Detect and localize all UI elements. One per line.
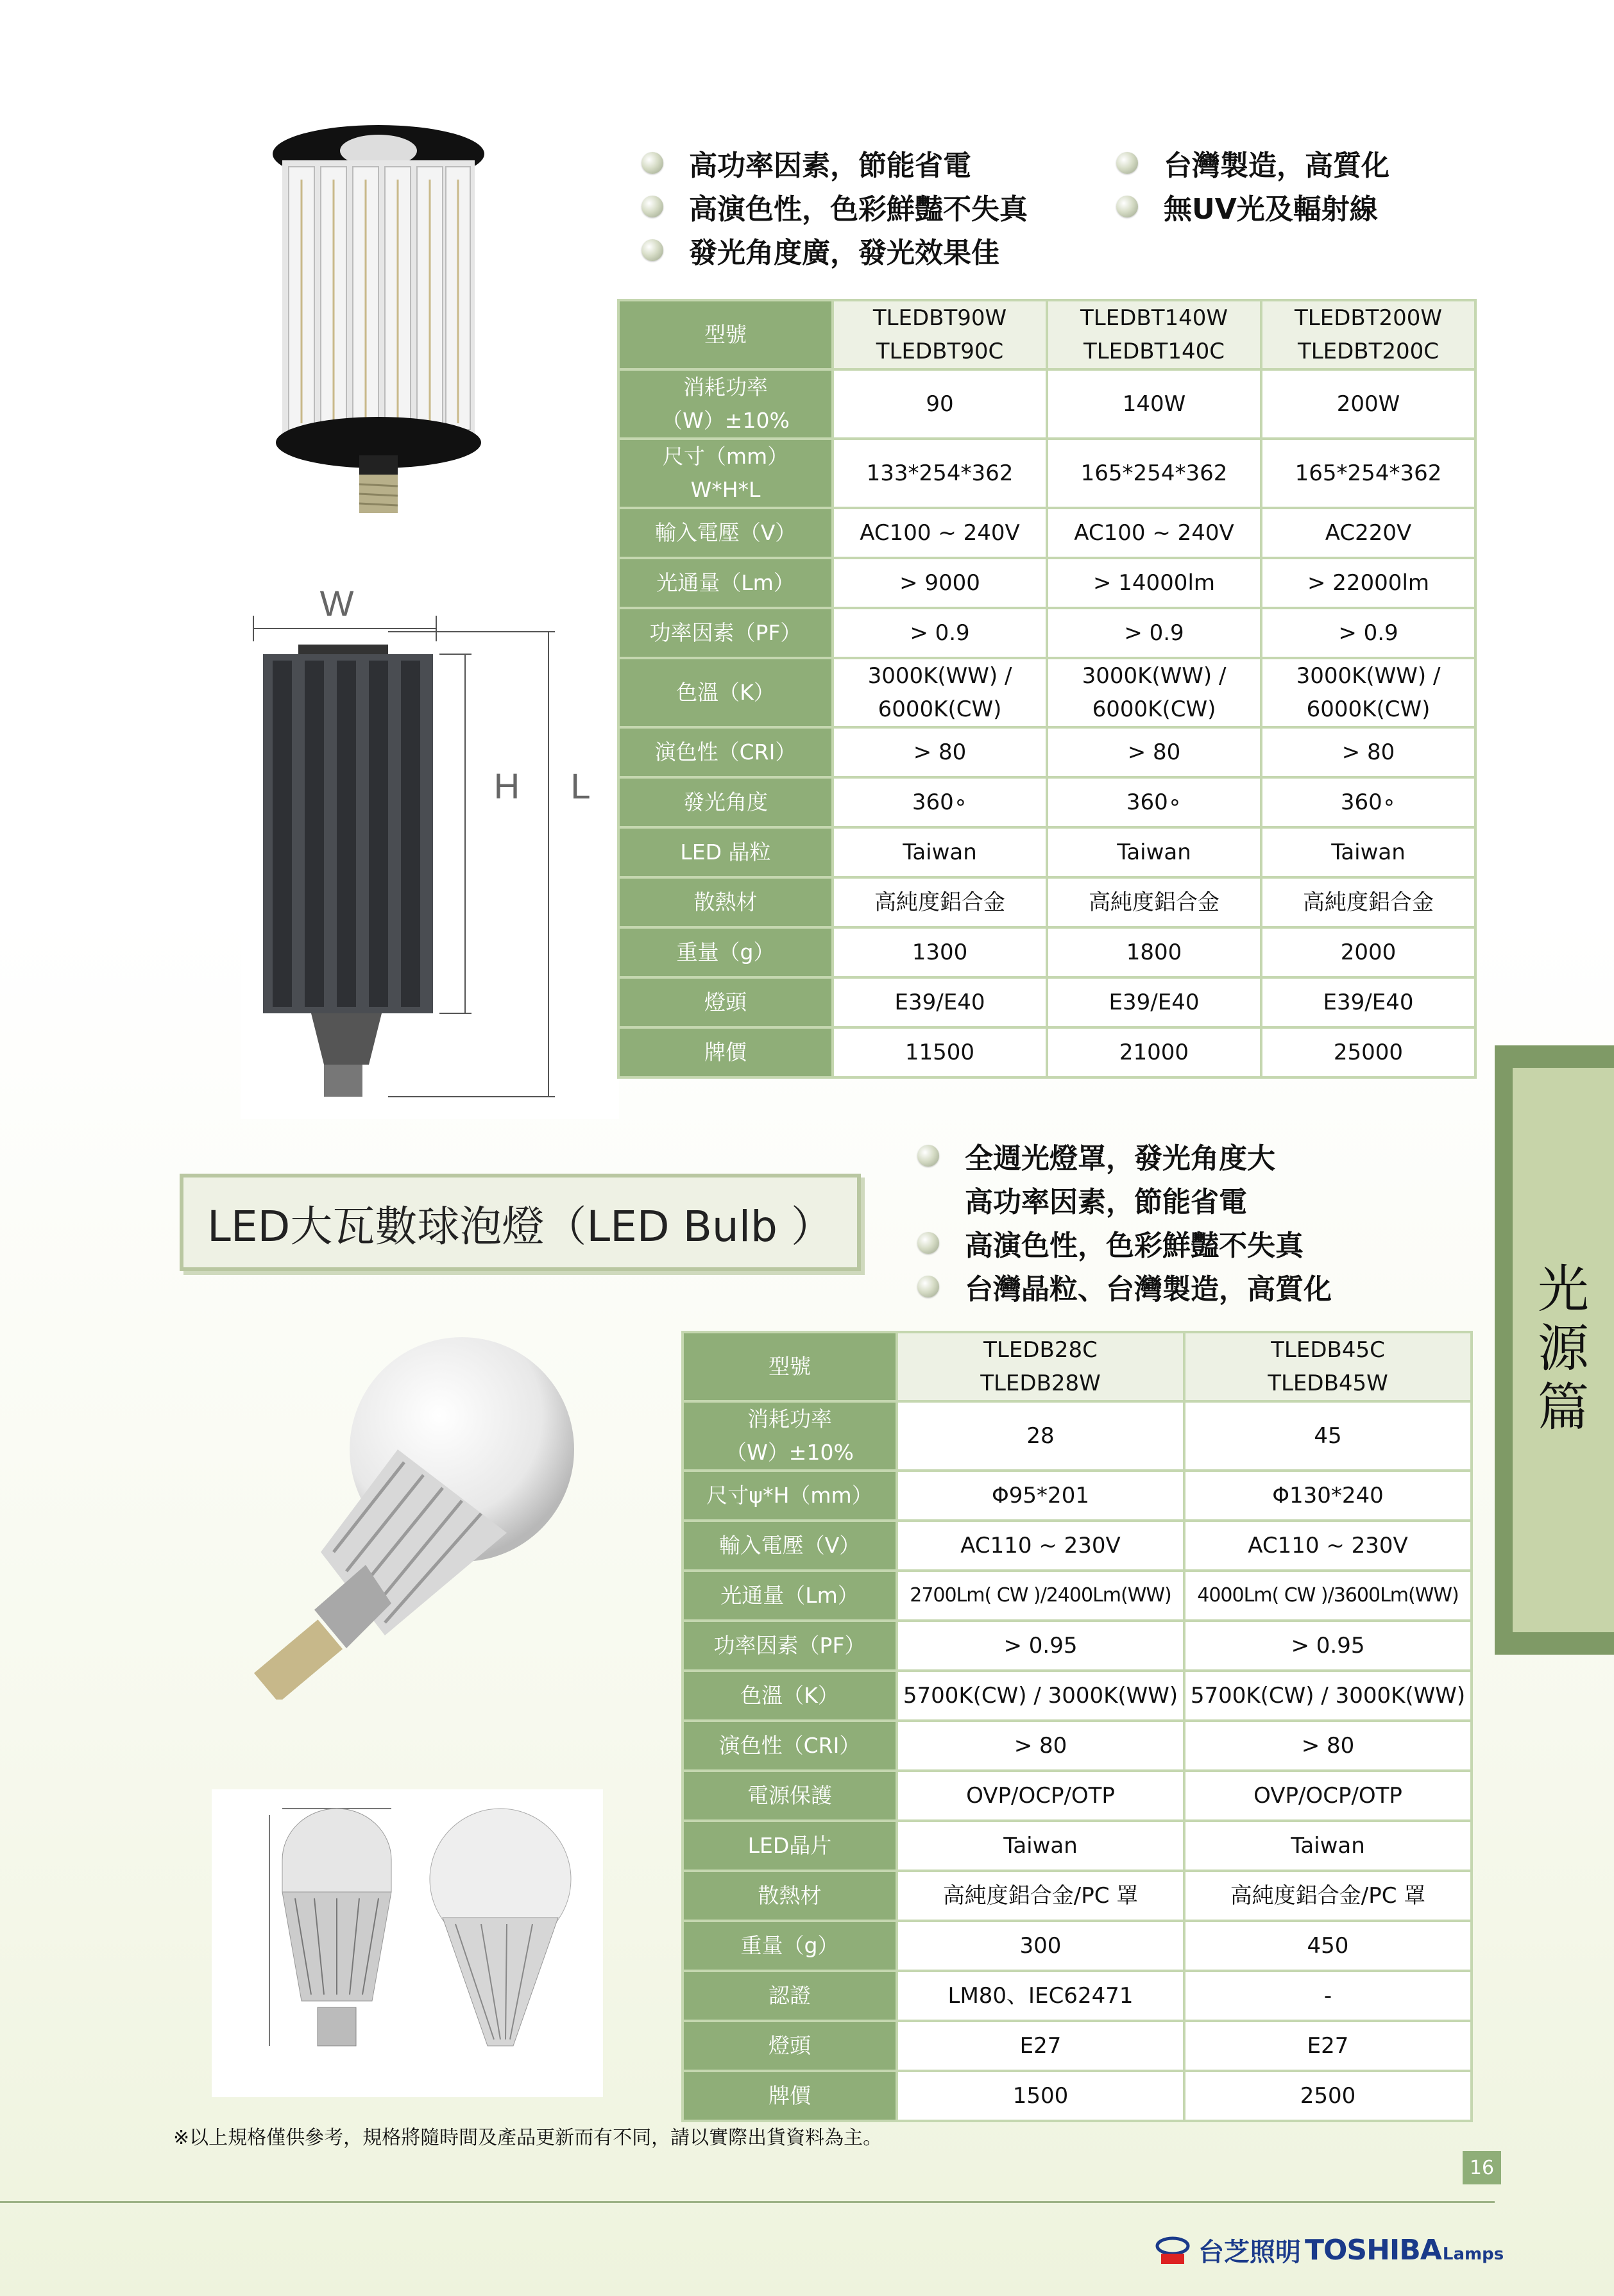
row-label-line: （W）±10% [661, 408, 790, 433]
table-cell: AC220V [1261, 508, 1475, 558]
table-cell: > 0.9 [1047, 608, 1261, 658]
table-row [618, 369, 1475, 439]
table-cell: > 0.9 [1261, 608, 1475, 658]
table-cell [1261, 658, 1475, 727]
bulb-dimension-diagram [212, 1789, 603, 2097]
table-cell: OVP/OCP/OTP [897, 1771, 1184, 1821]
table-cell: > 9000 [833, 558, 1047, 608]
table-cell: > 0.95 [1184, 1621, 1472, 1671]
table-row [683, 1721, 1472, 1771]
bulb-spec-table [681, 1331, 1473, 2122]
table-cell [1261, 300, 1475, 369]
side-tab-label: 光源篇 [1538, 1260, 1589, 1437]
row-label: 散熱材 [618, 877, 833, 927]
footnote: ※以上規格僅供參考，規格將隨時間及產品更新而有不同，請以實際出貨資料為主。 [173, 2127, 883, 2149]
row-label: 光通量（Lm） [683, 1571, 897, 1621]
table-row [618, 558, 1475, 608]
table-cell: > 0.9 [833, 608, 1047, 658]
row-label: 電源保護 [683, 1771, 897, 1821]
table-cell: 450 [1184, 1921, 1472, 1971]
table-cell: 4000Lm( CW )/3600Lm(WW) [1184, 1571, 1472, 1621]
brand-suffix: Lamps [1442, 2244, 1504, 2264]
table-cell-line: 3000K(WW) / [867, 663, 1012, 689]
corn-feature-4: 台灣製造，高質化 [1116, 142, 1389, 183]
row-label-line: 尺寸（mm） [662, 444, 789, 469]
corn-lamp-dimension-diagram [241, 577, 619, 1119]
table-cell: Φ130*240 [1184, 1471, 1472, 1521]
row-label: 演色性（CRI） [618, 727, 833, 777]
bullet-dot-icon [1116, 196, 1138, 217]
row-label: 牌價 [618, 1027, 833, 1077]
table-cell [1047, 300, 1261, 369]
table-row [683, 1401, 1472, 1471]
table-cell-line: 6000K(CW) [1092, 696, 1216, 722]
table-cell: 1500 [897, 2071, 1184, 2121]
corn-feature-3: 發光角度廣，發光效果佳 [641, 230, 999, 271]
table-row [683, 1621, 1472, 1671]
table-cell: 1800 [1047, 927, 1261, 977]
table-cell: 11500 [833, 1027, 1047, 1077]
table-cell: 140W [1047, 369, 1261, 439]
bullet-dot-icon [641, 239, 663, 261]
row-label: 重量（g） [683, 1921, 897, 1971]
table-cell-line: 6000K(CW) [1306, 696, 1431, 722]
table-row [618, 608, 1475, 658]
table-cell: E27 [897, 2021, 1184, 2071]
table-row [618, 1027, 1475, 1077]
bullet-dot-icon [641, 152, 663, 174]
table-cell-line: TLEDB28W [980, 1371, 1101, 1396]
row-label-line: 消耗功率 [683, 375, 768, 400]
corn-feature-1: 高功率因素，節能省電 [641, 142, 971, 183]
table-cell-line: TLEDBT200W [1295, 305, 1442, 331]
bullet-dot-icon [1116, 152, 1138, 174]
bullet-dot-icon [917, 1276, 939, 1297]
table-row [618, 508, 1475, 558]
table-cell [1047, 658, 1261, 727]
table-cell: 165*254*362 [1261, 439, 1475, 508]
table-cell: 高純度鋁合金/PC 罩 [1184, 1871, 1472, 1921]
table-cell: AC100 ~ 240V [1047, 508, 1261, 558]
table-cell: 200W [1261, 369, 1475, 439]
table-cell: E39/E40 [1047, 977, 1261, 1027]
table-cell [833, 300, 1047, 369]
table-cell: Taiwan [833, 827, 1047, 877]
row-label: 燈頭 [683, 2021, 897, 2071]
table-cell: > 14000lm [1047, 558, 1261, 608]
table-row [683, 2021, 1472, 2071]
table-cell: OVP/OCP/OTP [1184, 1771, 1472, 1821]
table-cell: AC110 ~ 230V [1184, 1521, 1472, 1571]
table-row [683, 1521, 1472, 1571]
table-cell: AC100 ~ 240V [833, 508, 1047, 558]
brand-name-cn: 台芝照明 [1198, 2238, 1301, 2267]
table-cell: 5700K(CW) / 3000K(WW) [1184, 1671, 1472, 1721]
table-cell: 28 [897, 1401, 1184, 1471]
table-cell: > 80 [833, 727, 1047, 777]
table-row [683, 1771, 1472, 1821]
corn-spec-table [617, 299, 1477, 1079]
table-row [618, 658, 1475, 727]
table-cell: 2700Lm( CW )/2400Lm(WW) [897, 1571, 1184, 1621]
row-label [618, 369, 833, 439]
table-cell: 133*254*362 [833, 439, 1047, 508]
row-label: 重量（g） [618, 927, 833, 977]
table-row [618, 439, 1475, 508]
table-cell: 高純度鋁合金 [1261, 877, 1475, 927]
table-cell: 360∘ [833, 777, 1047, 827]
table-cell-line: TLEDBT90W [872, 305, 1007, 331]
table-row [683, 1971, 1472, 2021]
table-row [618, 877, 1475, 927]
table-cell-line: TLEDBT140C [1083, 339, 1225, 364]
table-cell: > 0.95 [897, 1621, 1184, 1671]
bulb-feature-1: 全週光燈罩，發光角度大 [917, 1135, 1275, 1176]
brand-mark-icon [1155, 2234, 1191, 2266]
row-label: 光通量（Lm） [618, 558, 833, 608]
table-cell: AC110 ~ 230V [897, 1521, 1184, 1571]
table-cell-line: TLEDBT90C [876, 339, 1004, 364]
row-label: 燈頭 [618, 977, 833, 1027]
table-cell-line: TLEDB45C [1271, 1337, 1385, 1363]
table-cell: 300 [897, 1921, 1184, 1971]
table-cell-line: 6000K(CW) [878, 696, 1002, 722]
table-row [683, 1921, 1472, 1971]
table-cell: 21000 [1047, 1027, 1261, 1077]
dimension-label-w: W [319, 583, 354, 623]
row-label: LED 晶粒 [618, 827, 833, 877]
table-cell: 90 [833, 369, 1047, 439]
table-row [683, 1871, 1472, 1921]
table-cell: 高純度鋁合金/PC 罩 [897, 1871, 1184, 1921]
table-cell: 165*254*362 [1047, 439, 1261, 508]
row-label: 功率因素（PF） [683, 1621, 897, 1671]
row-label: 型號 [683, 1332, 897, 1401]
row-label [683, 1401, 897, 1471]
table-cell: LM80、IEC62471 [897, 1971, 1184, 2021]
table-cell: - [1184, 1971, 1472, 2021]
table-row [618, 727, 1475, 777]
bulb-photo [237, 1321, 597, 1700]
table-cell: Taiwan [1261, 827, 1475, 877]
table-cell-line: 3000K(WW) / [1082, 663, 1227, 689]
table-row [683, 1471, 1472, 1521]
table-cell: Taiwan [897, 1821, 1184, 1871]
table-cell: 5700K(CW) / 3000K(WW) [897, 1671, 1184, 1721]
corn-feature-2: 高演色性，色彩鮮豔不失真 [641, 186, 1028, 227]
table-cell [1184, 1332, 1472, 1401]
dimension-label-l: L [570, 766, 591, 806]
brand-name-en: TOSHIBA [1305, 2234, 1441, 2266]
row-label: 色溫（K） [683, 1671, 897, 1721]
row-label: 散熱材 [683, 1871, 897, 1921]
bulb-feature-3: 高演色性，色彩鮮豔不失真 [917, 1222, 1304, 1263]
table-cell: E27 [1184, 2021, 1472, 2071]
table-cell: 2000 [1261, 927, 1475, 977]
dimension-label-h: H [493, 766, 520, 806]
row-label [618, 439, 833, 508]
page-number: 16 [1463, 2151, 1501, 2184]
row-label: LED晶片 [683, 1821, 897, 1871]
row-label: 型號 [618, 300, 833, 369]
corn-feature-5: 無UV光及輻射線 [1116, 186, 1378, 227]
table-row [683, 1821, 1472, 1871]
table-cell: Φ95*201 [897, 1471, 1184, 1521]
table-cell: > 80 [1184, 1721, 1472, 1771]
table-cell: 高純度鋁合金 [833, 877, 1047, 927]
row-label: 色溫（K） [618, 658, 833, 727]
table-cell: Taiwan [1047, 827, 1261, 877]
table-cell: 360∘ [1261, 777, 1475, 827]
row-label-line: W*H*L [690, 477, 761, 502]
table-cell: > 22000lm [1261, 558, 1475, 608]
table-cell-line: TLEDB45W [1268, 1371, 1388, 1396]
table-row [683, 1671, 1472, 1721]
footer-divider [0, 2201, 1495, 2203]
bulb-section-title: LED大瓦數球泡燈（LED Bulb ） [180, 1174, 861, 1271]
table-row [618, 977, 1475, 1027]
row-label: 演色性（CRI） [683, 1721, 897, 1771]
table-cell: 高純度鋁合金 [1047, 877, 1261, 927]
table-cell-line: 3000K(WW) / [1296, 663, 1441, 689]
table-cell-line: TLEDB28C [983, 1337, 1098, 1363]
row-label: 功率因素（PF） [618, 608, 833, 658]
table-row [683, 2071, 1472, 2121]
bulb-feature-4: 台灣晶粒、台灣製造，高質化 [917, 1266, 1332, 1307]
table-cell: E39/E40 [833, 977, 1047, 1027]
table-cell: E39/E40 [1261, 977, 1475, 1027]
bullet-dot-icon [641, 196, 663, 217]
table-cell [897, 1332, 1184, 1401]
bulb-feature-2: 高功率因素，節能省電 [965, 1186, 1247, 1219]
table-cell: > 80 [1261, 727, 1475, 777]
row-label: 發光角度 [618, 777, 833, 827]
table-row [683, 1332, 1472, 1401]
table-cell: Taiwan [1184, 1821, 1472, 1871]
table-cell: 1300 [833, 927, 1047, 977]
table-cell: 45 [1184, 1401, 1472, 1471]
table-cell-line: TLEDBT200C [1297, 339, 1440, 364]
row-label: 尺寸ψ*H（mm） [683, 1471, 897, 1521]
table-cell: 25000 [1261, 1027, 1475, 1077]
row-label-line: 消耗功率 [747, 1406, 832, 1431]
table-cell: > 80 [1047, 727, 1261, 777]
table-row [618, 777, 1475, 827]
bullet-dot-icon [917, 1232, 939, 1254]
table-cell [833, 658, 1047, 727]
row-label: 牌價 [683, 2071, 897, 2121]
corn-lamp-photo [269, 122, 488, 526]
side-tab-panel [1513, 1068, 1614, 1632]
table-row [683, 1571, 1472, 1621]
table-cell-line: TLEDBT140W [1080, 305, 1228, 331]
table-cell: 2500 [1184, 2071, 1472, 2121]
table-cell: > 80 [897, 1721, 1184, 1771]
row-label: 輸入電壓（V） [683, 1521, 897, 1571]
bullet-dot-icon [917, 1145, 939, 1167]
table-cell: 360∘ [1047, 777, 1261, 827]
table-row [618, 927, 1475, 977]
row-label: 輸入電壓（V） [618, 508, 833, 558]
row-label-line: （W）±10% [726, 1440, 854, 1465]
table-row [618, 300, 1475, 369]
row-label: 認證 [683, 1971, 897, 2021]
brand-logo [1155, 2232, 1504, 2268]
table-row [618, 827, 1475, 877]
